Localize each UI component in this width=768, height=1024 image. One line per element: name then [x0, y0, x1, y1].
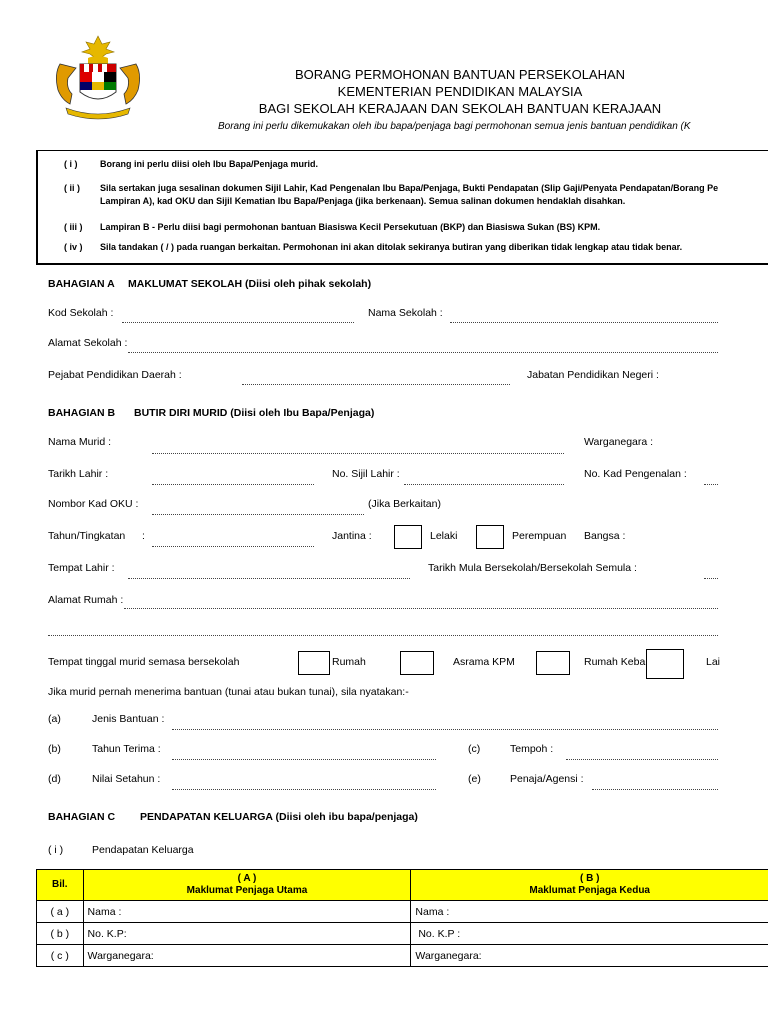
- tarikh-lahir-field[interactable]: [152, 484, 314, 485]
- tempat-tinggal-label: Tempat tinggal murid semasa bersekolah: [48, 656, 240, 668]
- nama-murid-label: Nama Murid :: [48, 436, 112, 448]
- nilai-setahun-field[interactable]: [172, 789, 436, 790]
- instruction-text-cont: Lampiran A), kad OKU dan Sijil Kematian Ibu Bapa/Penjaga (jika berkenaan). Semua salinan dokumen hendaklah disahkan.: [100, 196, 626, 206]
- alamat-rumah-field-1[interactable]: [124, 608, 718, 609]
- tempat-lahir-label: Tempat Lahir :: [48, 562, 115, 574]
- alamat-sekolah-field[interactable]: [128, 352, 718, 353]
- penjaga-kedua-nama-cell[interactable]: Nama :: [411, 901, 768, 923]
- warganegara-label: Warganegara :: [584, 436, 654, 448]
- form-title: BORANG PERMOHONAN BANTUAN PERSEKOLAHAN: [294, 67, 626, 82]
- perempuan-label: Perempuan: [512, 530, 567, 542]
- kad-oku-field[interactable]: [152, 514, 364, 515]
- bantuan-intro: Jika murid pernah menerima bantuan (tunai atau bukan tunai), sila nyatakan:-: [48, 686, 409, 698]
- table-row: [37, 923, 768, 945]
- bil-header: Bil.: [37, 870, 84, 901]
- kad-oku-label: Nombor Kad OKU :: [48, 498, 139, 510]
- tarikh-mula-field[interactable]: [704, 578, 718, 579]
- penjaga-utama-kp-cell[interactable]: No. K.P:: [83, 923, 411, 945]
- tarikh-mula-label: Tarikh Mula Bersekolah/Bersekolah Semula :: [428, 562, 637, 574]
- rumah-kebajikan-checkbox[interactable]: [536, 651, 570, 675]
- form-note: Borang ini perlu dikemukakan oleh ibu bapa/penjaga bagi permohonan semua jenis bantuan pendidikan (K: [218, 121, 691, 132]
- asrama-label: Asrama KPM: [453, 656, 515, 668]
- tahun-tingkatan-label: Tahun/Tingkatan: [48, 530, 126, 542]
- tahun-terima-field[interactable]: [172, 759, 436, 760]
- instruction-number: ( i ): [64, 159, 78, 169]
- instruction-text: Sila sertakan juga sesalinan dokumen Sijil Lahir, Kad Pengenalan Ibu Bapa/Penjaga, Bukti Pendapatan (Slip Gaji/Penyata Pendapatan/Borang Pe: [100, 183, 719, 193]
- kad-pengenalan-label: No. Kad Pengenalan :: [584, 468, 687, 480]
- col-b-letter: ( B ): [579, 873, 600, 884]
- penjaga-kedua-header: [411, 870, 768, 901]
- section-c-code: BAHAGIAN C: [48, 811, 116, 823]
- item-b-label: (b): [48, 743, 61, 755]
- sijil-lahir-field[interactable]: [404, 484, 564, 485]
- tarikh-lahir-label: Tarikh Lahir :: [48, 468, 109, 480]
- sijil-lahir-label: No. Sijil Lahir :: [332, 468, 400, 480]
- kod-sekolah-label: Kod Sekolah :: [48, 307, 114, 319]
- instruction-number: ( ii ): [64, 183, 80, 193]
- rumah-checkbox[interactable]: [298, 651, 330, 675]
- malaysia-coat-of-arms-icon: [52, 34, 144, 120]
- sub-section-title: Pendapatan Keluarga: [92, 844, 194, 856]
- col-b-title: Maklumat Penjaga Kedua: [529, 885, 650, 896]
- tempoh-label: Tempoh :: [510, 743, 554, 755]
- nama-murid-field[interactable]: [152, 453, 564, 454]
- ppd-field[interactable]: [242, 384, 510, 385]
- penaja-field[interactable]: [592, 789, 718, 790]
- jantina-label: Jantina :: [332, 530, 372, 542]
- perempuan-checkbox[interactable]: [476, 525, 504, 549]
- jenis-bantuan-field[interactable]: [172, 729, 718, 730]
- alamat-sekolah-label: Alamat Sekolah :: [48, 337, 128, 349]
- item-a-label: (a): [48, 713, 61, 725]
- penjaga-kedua-kp-cell[interactable]: No. K.P :: [411, 923, 768, 945]
- form-subtitle: BAGI SEKOLAH KERAJAAN DAN SEKOLAH BANTUAN KERAJAAN: [258, 101, 662, 116]
- section-a-title: MAKLUMAT SEKOLAH (Diisi oleh pihak sekolah): [128, 278, 372, 290]
- asrama-checkbox[interactable]: [400, 651, 434, 675]
- section-b-title: BUTIR DIRI MURID (Diisi oleh Ibu Bapa/Penjaga): [134, 407, 375, 419]
- bangsa-label: Bangsa :: [584, 530, 626, 542]
- row-bil: ( b ): [37, 923, 84, 945]
- item-c-label: (c): [468, 743, 481, 755]
- instruction-text: Lampiran B - Perlu diisi bagi permohonan bantuan Biasiswa Kecil Persekutuan (BKP) dan Biasiswa Sukan (BS) KPM.: [100, 222, 601, 232]
- jpn-label: Jabatan Pendidikan Negeri :: [527, 369, 659, 381]
- section-a-code: BAHAGIAN A: [48, 278, 115, 290]
- lelaki-checkbox[interactable]: [394, 525, 422, 549]
- ministry-name: KEMENTERIAN PENDIDIKAN MALAYSIA: [337, 84, 583, 99]
- nama-sekolah-field[interactable]: [450, 322, 718, 323]
- kod-sekolah-field[interactable]: [122, 322, 354, 323]
- penaja-label: Penaja/Agensi :: [510, 773, 584, 785]
- tahun-colon: :: [142, 530, 145, 542]
- instruction-text: Sila tandakan ( / ) pada ruangan berkaitan. Permohonan ini akan ditolak sekiranya butiran yang diberikan tidak lengkap atau tidak benar.: [100, 242, 683, 252]
- lain-lain-checkbox[interactable]: [646, 649, 684, 679]
- section-b-code: BAHAGIAN B: [48, 407, 116, 419]
- lain-lain-label: Lai: [706, 656, 721, 668]
- kad-pengenalan-field[interactable]: [704, 484, 718, 485]
- penjaga-utama-header: [83, 870, 411, 901]
- sub-section-number: ( i ): [48, 844, 64, 856]
- instruction-number: ( iv ): [64, 242, 83, 252]
- alamat-rumah-label: Alamat Rumah :: [48, 594, 124, 606]
- ppd-label: Pejabat Pendidikan Daerah :: [48, 369, 182, 381]
- item-e-label: (e): [468, 773, 481, 785]
- rumah-kebajikan-label: Rumah Keba: [584, 656, 646, 668]
- col-a-letter: ( A ): [237, 873, 257, 884]
- nama-sekolah-label: Nama Sekolah :: [368, 307, 443, 319]
- income-table: [36, 869, 768, 967]
- penjaga-utama-warganegara-cell[interactable]: Warganegara:: [83, 945, 411, 967]
- item-d-label: (d): [48, 773, 61, 785]
- tempoh-field[interactable]: [566, 759, 718, 760]
- row-bil: ( c ): [37, 945, 84, 967]
- penjaga-kedua-warganegara-cell[interactable]: Warganegara:: [411, 945, 768, 967]
- jenis-bantuan-label: Jenis Bantuan :: [92, 713, 165, 725]
- alamat-rumah-field-2[interactable]: [48, 635, 718, 636]
- section-c-title: PENDAPATAN KELUARGA (Diisi oleh ibu bapa/penjaga): [140, 811, 418, 823]
- lelaki-label: Lelaki: [430, 530, 458, 542]
- tempat-lahir-field[interactable]: [128, 578, 410, 579]
- rumah-label: Rumah: [332, 656, 366, 668]
- instructions-box: [36, 150, 768, 265]
- tahun-tingkatan-field[interactable]: [152, 546, 314, 547]
- instruction-text: Borang ini perlu diisi oleh Ibu Bapa/Penjaga murid.: [100, 159, 319, 169]
- penjaga-utama-nama-cell[interactable]: Nama :: [83, 901, 411, 923]
- jika-berkaitan-label: (Jika Berkaitan): [368, 498, 441, 510]
- nilai-setahun-label: Nilai Setahun :: [92, 773, 161, 785]
- table-row: [37, 945, 768, 967]
- row-bil: ( a ): [37, 901, 84, 923]
- tahun-terima-label: Tahun Terima :: [92, 743, 161, 755]
- col-a-title: Maklumat Penjaga Utama: [186, 885, 308, 896]
- table-row: [37, 901, 768, 923]
- instruction-number: ( iii ): [64, 222, 83, 232]
